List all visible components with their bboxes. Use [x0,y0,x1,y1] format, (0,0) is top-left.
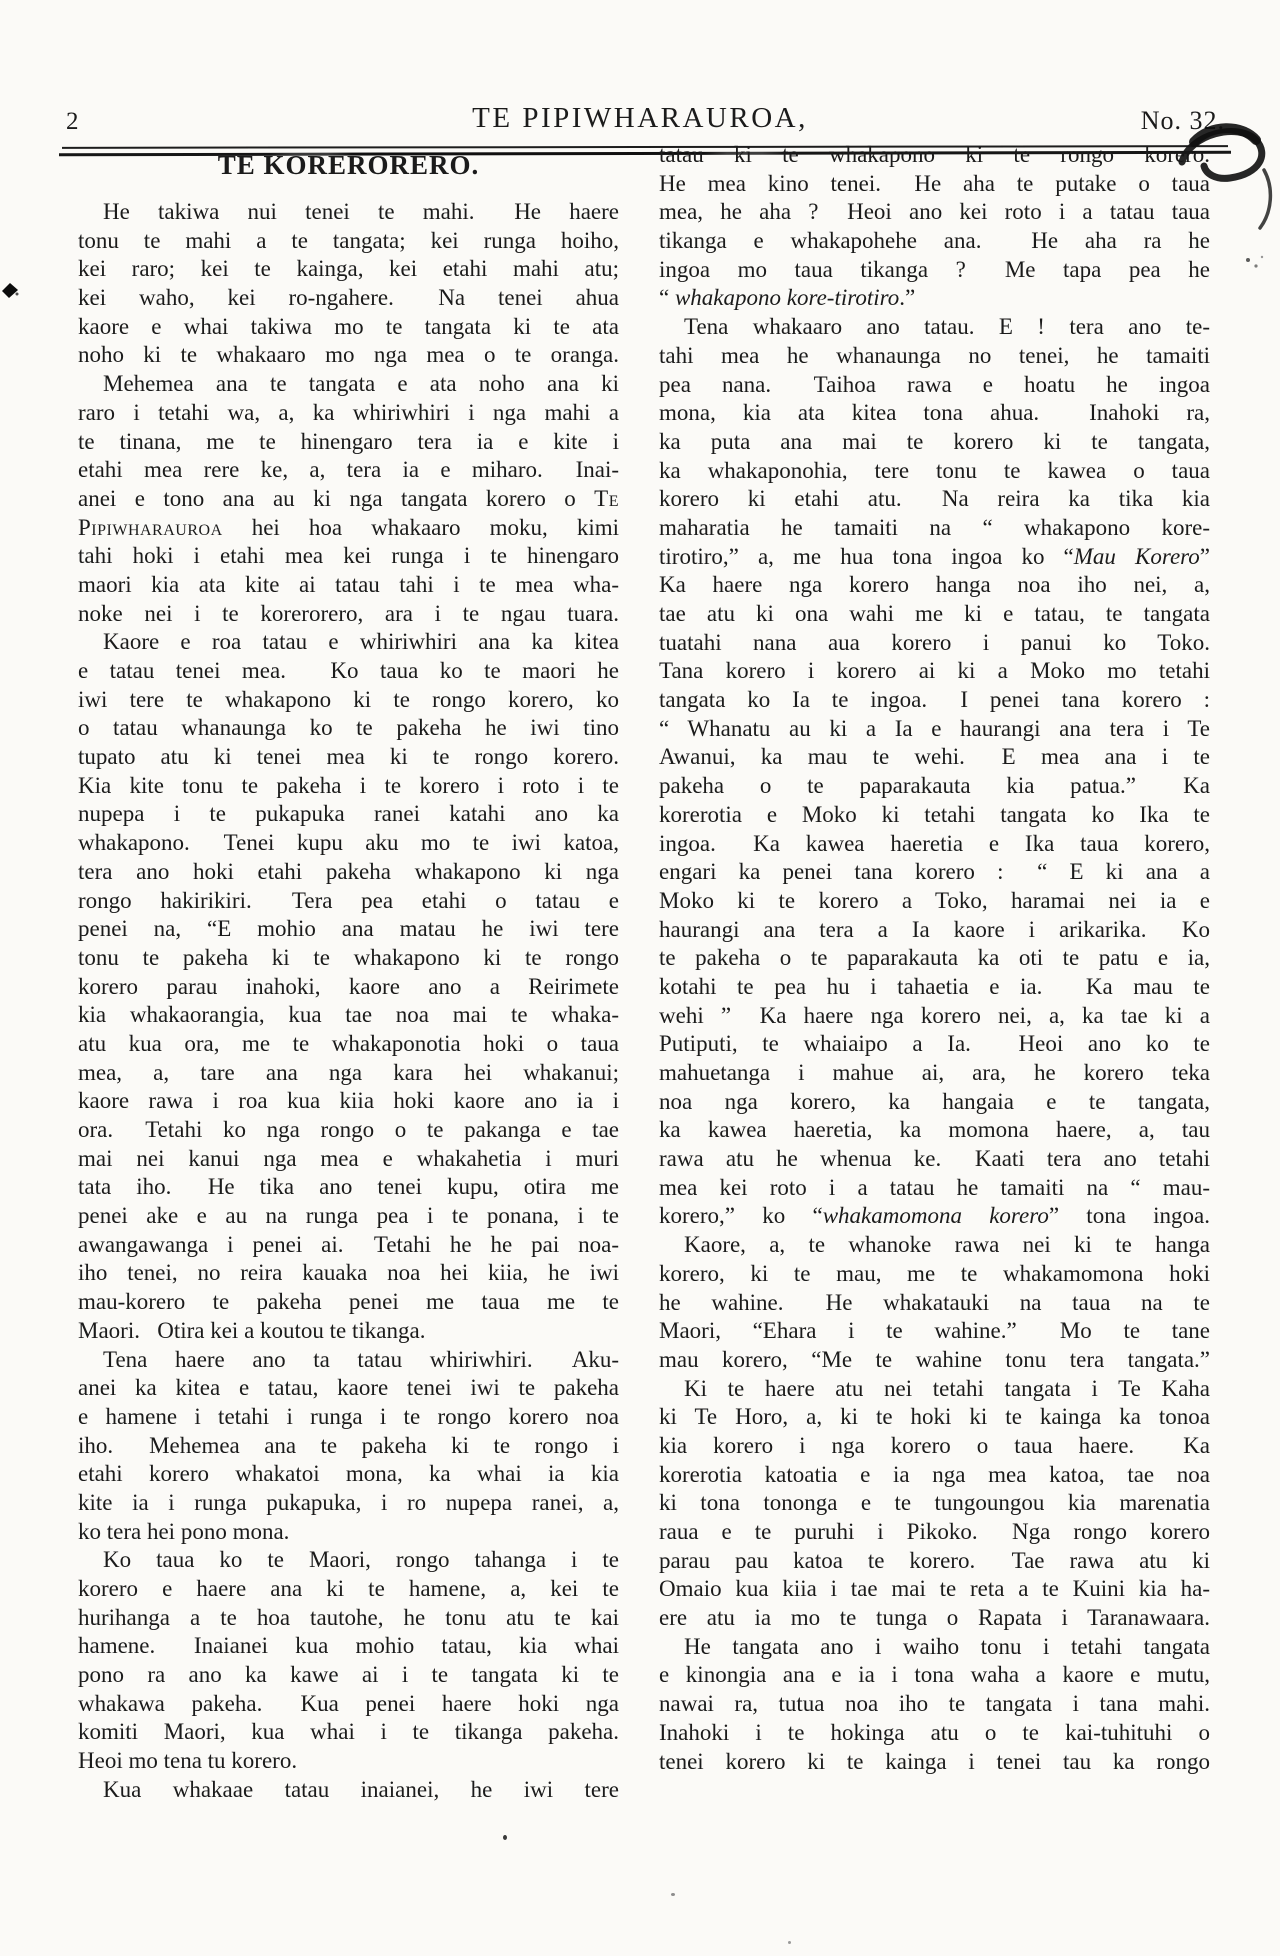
body-text: hamene. Inaianei kua mohio tatau, kia whai [78,1633,619,1659]
text-line [78,1489,619,1518]
body-text: Kia kite tonu te pakeha i te korero i roto i te [78,772,619,798]
text-line [78,1001,619,1030]
body-text: Inahoki i te hokinga atu o te kai-tuhituhi o [659,1719,1210,1745]
text-line [659,543,1210,572]
text-line [659,944,1210,973]
body-text: penei na, “E mohio ana matau he iwi tere [78,916,619,942]
body-text: ” [1199,543,1210,569]
text-line [659,1403,1210,1432]
text-line [78,973,619,1002]
text-line [659,1547,1210,1576]
text-line [78,370,619,399]
body-text: haurangi ana tera a Ia kaore i arikarika. Ko [659,916,1210,942]
text-line [659,485,1210,514]
masthead-title: TE PIPIWHARAUROA, [472,102,808,134]
text-line [78,341,619,370]
body-text: ki tona tononga e te tungoungou kia marenatia [659,1490,1210,1516]
body-text: pea nana. Taihoa rawa e hoatu he ingoa [659,371,1210,397]
text-line [659,399,1210,428]
ink-speck-icon [1243,252,1267,274]
body-text: rawa atu he whenua ke. Kaati tera ano tetahi [659,1146,1210,1172]
text-line [78,829,619,858]
body-text: Heoi mo tena tu korero. [78,1748,298,1774]
italic-text: whakapono kore-tirotiro [674,285,900,311]
text-line [78,772,619,801]
body-text: Ko taua ko te Maori, rongo tahanga i te [103,1547,619,1573]
body-text: komiti Maori, kua whai i te tikanga pakeha. [78,1719,619,1745]
body-text: raro i tetahi wa, a, ka whiriwhiri i nga mahi a [78,399,619,425]
text-line [78,571,619,600]
body-text: kei raro; kei te kainga, kei etahi mahi atu; [78,256,619,282]
paragraph [659,1231,1210,1374]
body-text: tangata ko Ia te ingoa. I penei tana korero : [659,687,1210,713]
body-text: mona, kia ata kitea tona ahua. Inahoki ra, [659,400,1210,426]
text-line [659,1002,1210,1031]
paragraph [78,1776,619,1805]
text-line [659,1030,1210,1059]
body-text: kaore e whai takiwa mo te tangata ki te ata [78,313,619,339]
body-text: Maori. Otira kei a koutou te tikanga. [78,1317,426,1343]
body-text: e tatau tenei mea. Ko taua ko te maori he [78,658,619,683]
body-text: tae atu ki ona wahi me ki e tatau, te tangata [659,601,1210,626]
body-text: etahi mea rere ke, a, tera ia e miharo. Inai- [78,457,619,483]
text-line [659,1604,1210,1633]
text-line [659,1260,1210,1289]
text-line [659,1231,1210,1260]
text-line [659,743,1210,772]
page-number: 2 [66,108,79,135]
body-text: nawai ra, tutua noa iho te tangata i tana mahi. [659,1691,1210,1717]
text-line [78,1087,619,1116]
text-line [78,313,619,342]
text-line [78,542,619,571]
text-line [659,1346,1210,1375]
body-text: penei ake e au na runga pea i te ponana, i te [78,1203,619,1229]
body-text: Ki te haere atu nei tetahi tangata i Te Kaha [684,1375,1210,1401]
body-text: ere atu ia mo te tunga o Rapata i Taranawaara. [659,1605,1210,1631]
body-text: hurihanga a te hoa tautohe, he tonu atu te kai [78,1604,619,1630]
text-line [78,915,619,944]
text-line [659,428,1210,457]
body-text: e hamene i tetahi i runga i te rongo korero noa [78,1403,619,1429]
body-text: korero ki etahi atu. Na reira ka tika kia [659,486,1210,512]
text-line [78,227,619,256]
body-text: Kaore, a, te whanoke rawa nei ki te hanga [684,1232,1210,1258]
text-line [659,313,1210,342]
text-line [78,1202,619,1231]
body-text: iwi tere te whakapono ki te rongo korero, ko [78,686,619,712]
body-text: “ Whanatu au ki a Ia e haurangi ana tera i Te [659,715,1210,741]
body-text: Putiputi, te whaiaipo a Ia. Heoi ano ko te [659,1031,1210,1057]
body-text: ka puta ana mai te korero ki te tangata, [659,428,1210,454]
paragraph [78,370,619,628]
body-text: etahi korero whakatoi mona, ka whai ia kia [78,1461,619,1487]
body-text: tonu te mahi a te tangata; kei runga hoiho, [78,227,619,253]
text-line [659,830,1210,859]
body-text: tera ano hoki etahi pakeha whakapono ki nga [78,858,619,884]
text-line [659,342,1210,371]
text-line [659,1174,1210,1203]
body-text: ingoa. Ka kawea haeretia e Ika taua korero, [659,830,1210,856]
paragraph [659,1375,1210,1633]
body-text: mau korero, “Me te wahine tonu tera tangata.” [659,1346,1210,1372]
text-line [659,1719,1210,1748]
body-text: tonu te pakeha ki te whakapono ki te rongo [78,944,619,970]
text-line [659,514,1210,543]
left-column [78,150,619,1805]
text-line [78,714,619,743]
text-line [78,1059,619,1088]
text-line [659,1145,1210,1174]
paragraph [78,628,619,1345]
right-column [659,141,1210,1776]
issue-number: No. 32. [1140,106,1225,135]
body-text: Tena whakaaro ano tatau. E ! tera ano te- [684,314,1210,340]
body-text: tata iho. He tika ano tenei kupu, otira me [78,1174,619,1200]
body-text: Kua whakaae tatau inaianei, he iwi tere [103,1776,619,1802]
body-text: parau pau katoa te korero. Tae rawa atu ki [659,1547,1210,1573]
text-line [659,1088,1210,1117]
text-line [659,973,1210,1002]
dust-speck [503,1835,507,1840]
text-line [659,657,1210,686]
text-line [78,1116,619,1145]
body-text: maori kia ata kite ai tatau tahi i te mea wha- [78,571,619,597]
body-text: He tangata ano i waiho tonu i tetahi tangata [684,1633,1210,1659]
text-line [659,686,1210,715]
text-line [659,858,1210,887]
text-line [78,1432,619,1461]
body-text: Ka haere nga korero hanga noa iho nei, a, [659,572,1210,598]
paragraph [659,141,1210,313]
body-text: kotahi te pea hu i tahaetia e ia. Ka mau te [659,973,1210,999]
text-line [78,1460,619,1489]
body-text: mahuetanga i mahue ai, ara, he korero teka [659,1060,1210,1085]
text-line [78,628,619,657]
body-text: wehi ” Ka haere nga korero nei, a, ka tae ki a [659,1002,1210,1028]
text-line [78,944,619,973]
text-line [78,887,619,916]
text-line [659,141,1210,170]
body-text: anei e tono ana au ki nga tangata korero o [78,485,595,511]
body-text: whakapono. Tenei kupu aku mo te iwi katoa, [78,830,619,856]
text-line [78,399,619,428]
paragraph [78,198,619,370]
body-text: Maori, “Ehara i te wahine.” Mo te tane [659,1318,1210,1344]
text-line [659,1690,1210,1719]
body-text: “ [659,285,675,311]
body-text: e kinongia ana e ia i tona waha a kaore e mutu, [659,1662,1210,1688]
body-text: kite ia i runga pukapuka, i ro nupepa ranei, a, [78,1489,619,1515]
text-line [659,571,1210,600]
body-text: noa nga korero, ka hangaia e te tangata, [659,1088,1210,1114]
text-line [659,170,1210,199]
body-text: tupato atu ki tenei mea ki te rongo korero. [78,744,619,770]
body-text: He takiwa nui tenei te mahi. He haere [103,199,619,224]
text-line [78,284,619,313]
text-line [659,227,1210,256]
text-line [78,1145,619,1174]
body-text: noho ki te whakaaro mo nga mea o te oranga. [78,342,619,368]
body-text: mea, a, tare ana nga kara hei whakanui; [78,1059,619,1085]
body-text: Omaio kua kiia i tae mai te reta a te Kuini kia ha- [659,1576,1210,1602]
body-text: ka kawea haeretia, ka momona haere, a, tau [659,1117,1210,1143]
smallcaps-text: Pipiwharauroa [78,514,223,540]
text-line [78,1317,619,1346]
text-line [659,1748,1210,1777]
text-line [78,1747,619,1776]
text-line [78,1690,619,1719]
paragraph [78,1346,619,1547]
text-line [78,800,619,829]
body-text: tikanga e whakapohehe ana. He aha ra he [659,228,1210,254]
text-line [78,1403,619,1432]
text-line [78,858,619,887]
body-text: rongo hakirikiri. Tera pea etahi o tatau e [78,887,619,913]
body-text: awangawanga i penei ai. Tetahi he he pai noa- [78,1231,619,1257]
body-text: mea kei roto i a tatau he tamaiti na “ mau- [659,1174,1210,1200]
body-text: Kaore e roa tatau e whiriwhiri ana ka kitea [103,629,619,655]
body-text: o tatau whanaunga ko te pakeha he iwi tino [78,715,619,741]
body-text: iho. Mehemea ana te pakeha ki te rongo i [78,1432,619,1458]
body-text: nupepa i te pukapuka ranei katahi ano ka [78,801,619,827]
text-line [659,198,1210,227]
text-line [78,255,619,284]
text-line [78,1661,619,1690]
text-line [78,1374,619,1403]
body-text: ingoa mo taua tikanga ? Me tapa pea he [659,256,1210,282]
text-line [659,1059,1210,1088]
body-text: ” tona ingoa. [1048,1203,1210,1229]
text-line [78,1518,619,1547]
paragraph [659,313,1210,1231]
text-line [78,657,619,686]
text-line [659,801,1210,830]
body-text: kaore rawa i roa kua kiia hoki kaore ano ia i [78,1088,619,1114]
body-text: korero parau inahoki, kaore ano a Reirimete [78,973,619,999]
body-text: pakeha o te paparakauta kia patua.” Ka [659,773,1210,799]
body-text: korero, ki te mau, me te whakamomona hoki [659,1260,1210,1286]
text-line [78,1030,619,1059]
text-line [659,1518,1210,1547]
text-line [78,456,619,485]
body-text: ka whakaponohia, tere tonu te kawea o taua [659,457,1210,483]
body-text: whakawa pakeha. Kua penei haere hoki nga [78,1690,619,1716]
body-text: korerotia katoatia e ia nga mea katoa, tae noa [659,1461,1210,1487]
text-line [78,743,619,772]
text-line [78,1346,619,1375]
body-text: tahi hoki i etahi mea kei runga i te hinengaro [78,543,619,569]
body-text: mai nei kanui nga mea e whakahetia i muri [78,1145,619,1171]
dust-speck [671,1893,675,1896]
text-line [78,1776,619,1805]
text-line [659,1375,1210,1404]
text-line [78,1575,619,1604]
body-text: maharatia he tamaiti na “ whakapono kore- [659,514,1210,540]
paragraph [78,1546,619,1776]
body-text: he wahine. He whakatauki na taua na te [659,1289,1210,1315]
text-line [78,686,619,715]
body-text: Tena haere ano ta tatau whiriwhiri. Aku- [103,1346,619,1372]
text-line [659,629,1210,658]
smallcaps-text: Te [594,485,619,511]
body-text: tuatahi nana aua korero i panui ko Toko. [659,629,1210,655]
text-line [659,887,1210,916]
body-text: iho tenei, no reira kauaka noa hei kiia, he iwi [78,1260,619,1286]
body-text: ko tera hei pono mona. [78,1518,290,1544]
text-line [78,1288,619,1317]
text-line [78,1259,619,1288]
text-line [659,371,1210,400]
body-text: kia whakaorangia, kua tae noa mai te whaka- [78,1002,619,1028]
text-line [78,428,619,457]
text-line [659,715,1210,744]
body-text: .” [899,285,916,311]
body-text: noke nei i te korerorero, ara i te ngau tuara. [78,600,619,626]
italic-text: Mau Korero [1073,543,1200,569]
body-text: Mehemea ana te tangata e ata noho ana ki [103,371,619,397]
text-line [78,600,619,629]
italic-text: whakamomona korero [822,1203,1049,1229]
body-text: raua e te puruhi i Pikoko. Nga rongo korero [659,1519,1210,1544]
body-text: tenei korero ki te kainga i tenei tau ka rongo [659,1748,1210,1774]
article-heading: TE KORERORERO. [217,150,480,180]
body-text: Tana korero i korero ai ki a Moko mo tetahi [659,658,1210,684]
body-text: te pakeha o te paparakauta ka oti te patu e ia, [659,945,1210,971]
body-text: korero e haere ana ki te hamene, a, kei te [78,1576,619,1601]
body-text: atu kua ora, me te whakaponotia hoki o taua [78,1030,619,1056]
text-line [78,1632,619,1661]
body-text: tatau ki te whakapono ki te rongo korero. [659,142,1210,167]
body-text: ora. Tetahi ko nga rongo o te pakanga e tae [78,1117,619,1142]
text-line [78,514,619,543]
text-line [659,1202,1210,1231]
text-line [659,916,1210,945]
text-line [659,1116,1210,1145]
text-line [78,1231,619,1260]
text-line [659,1661,1210,1690]
body-text: Awanui, ka mau te wehi. E mea ana i te [659,744,1210,770]
text-line [78,485,619,514]
body-text: anei ka kitea e tatau, kaore tenei iwi te pakeha [78,1375,619,1401]
body-text: mau-korero te pakeha penei me taua me te [78,1289,619,1315]
text-line [659,284,1210,313]
body-text: mea, he aha ? Heoi ano kei roto i a tatau taua [659,199,1210,225]
body-text: kia korero i nga korero o taua haere. Ka [659,1432,1210,1458]
text-line [659,256,1210,285]
text-line [659,1432,1210,1461]
body-text: tirotiro,” a, me hua tona ingoa ko “ [659,543,1074,569]
text-line [659,1461,1210,1490]
body-text: korero,” ko “ [659,1203,823,1229]
text-line [659,772,1210,801]
body-text: pono ra ano ka kawe ai i te tangata ki te [78,1662,619,1688]
text-line [659,1489,1210,1518]
body-text: Moko ki te korero a Toko, haramai nei ia e [659,887,1210,913]
text-line [78,1604,619,1633]
body-text: engari ka penei tana korero : “ E ki ana a [659,859,1210,885]
text-line [659,600,1210,629]
paragraph [659,1633,1210,1776]
text-line [659,1289,1210,1318]
text-line [659,457,1210,486]
body-text: He mea kino tenei. He aha te putake o taua [659,170,1210,196]
body-text: ki Te Horo, a, ki te hoki ki te kainga ka tonoa [659,1404,1210,1430]
text-line [78,1718,619,1747]
body-text: tahi mea he whanaunga no tenei, he tamaiti [659,342,1210,368]
body-text: te tinana, me te hinengaro tera ia e kite i [78,428,619,454]
text-line [78,1546,619,1575]
text-line [659,1575,1210,1604]
text-line [659,1633,1210,1662]
dust-speck [788,1941,791,1944]
body-text: kei waho, kei ro-ngahere. Na tenei ahua [78,285,619,311]
body-text: hei hoa whakaaro moku, kimi [222,514,619,540]
text-line [78,198,619,227]
text-line [659,1317,1210,1346]
ink-blot-icon [0,281,22,301]
body-text: korerotia e Moko ki tetahi tangata ko Ika te [659,801,1210,827]
text-line [78,1173,619,1202]
